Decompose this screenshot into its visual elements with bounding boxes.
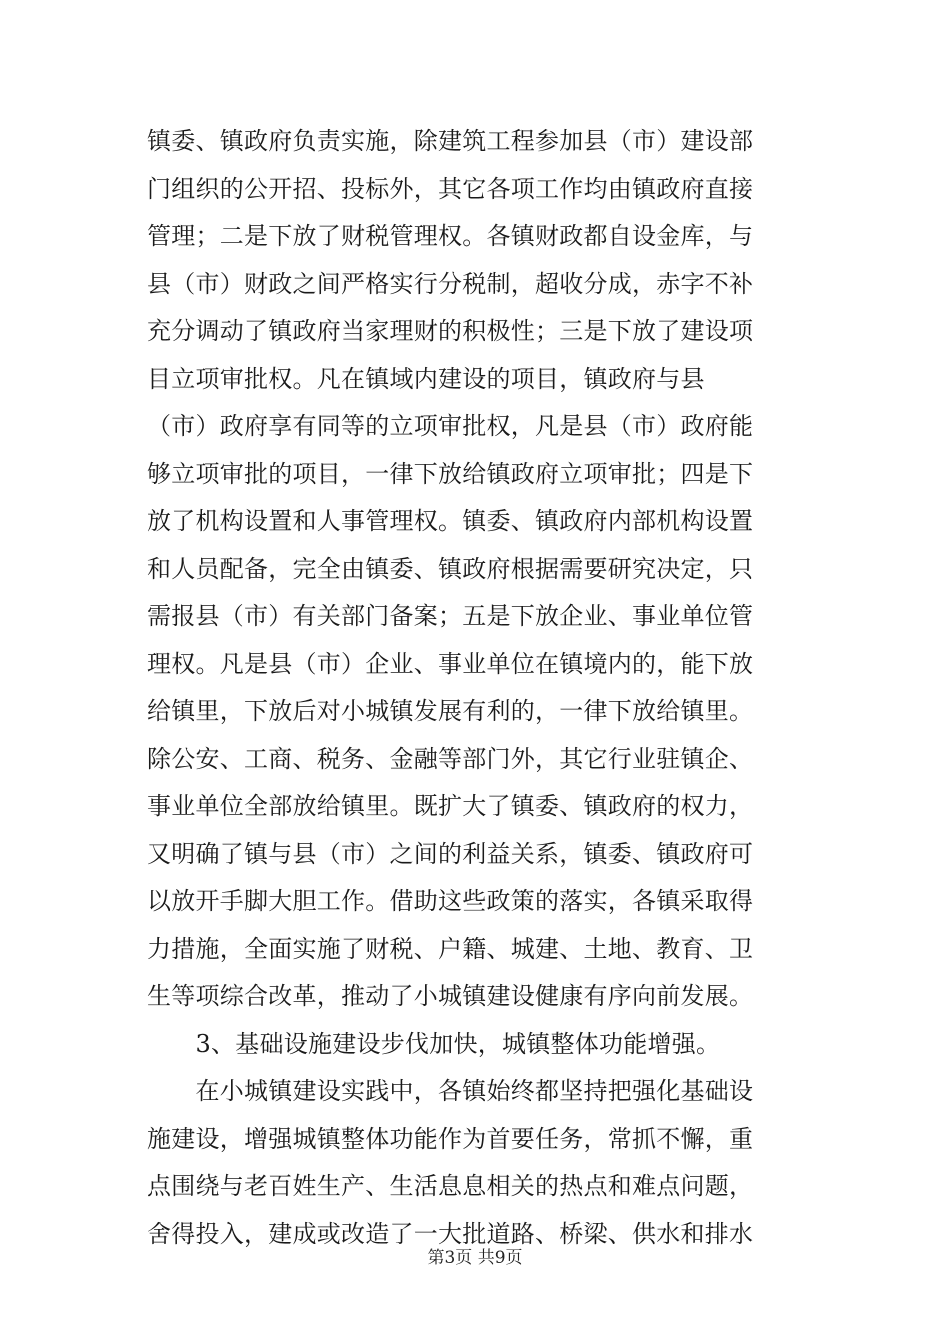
page-footer <box>0 1243 950 1268</box>
text-line: 舍得投入，建成或改造了一大批道路、桥梁、供水和排水 <box>147 1219 754 1248</box>
body-text <box>147 118 807 1258</box>
page-indicator: 第3页 共9页 <box>427 1248 523 1268</box>
text-line: 在小城镇建设实践中，各镇始终都坚持把强化基础设 <box>147 1077 754 1105</box>
text-line: 除公安、工商、税务、金融等部门外，其它行业驻镇企、 <box>147 744 754 773</box>
text-line: 力措施，全面实施了财税、户籍、城建、土地、教育、卫 <box>147 934 754 963</box>
text-line: （市）政府享有同等的立项审批权，凡是县（市）政府能 <box>147 412 754 440</box>
text-line: 给镇里，下放后对小城镇发展有利的，一律下放给镇里。 <box>147 697 754 725</box>
text-line: 放了机构设置和人事管理权。镇委、镇政府内部机构设置 <box>147 507 754 535</box>
text-line: 县（市）财政之间严格实行分税制，超收分成，赤字不补 <box>147 269 754 298</box>
text-line: 管理；二是下放了财税管理权。各镇财政都自设金库，与 <box>147 222 754 250</box>
text-line: 和人员配备，完全由镇委、镇政府根据需要研究决定，只 <box>147 554 754 583</box>
text-line: 又明确了镇与县（市）之间的利益关系，镇委、镇政府可 <box>147 839 754 868</box>
text-line: 事业单位全部放给镇里。既扩大了镇委、镇政府的权力， <box>147 792 754 820</box>
text-line: 充分调动了镇政府当家理财的积极性；三是下放了建设项 <box>147 317 754 345</box>
text-line: 施建设，增强城镇整体功能作为首要任务，常抓不懈，重 <box>147 1124 754 1153</box>
text-line: 生等项综合改革，推动了小城镇建设健康有序向前发展。 <box>147 982 754 1010</box>
text-line: 理权。凡是县（市）企业、事业单位在镇境内的，能下放 <box>147 649 754 678</box>
text-line: 够立项审批的项目，一律下放给镇政府立项审批；四是下 <box>147 459 754 488</box>
text-line: 点围绕与老百姓生产、生活息息相关的热点和难点问题， <box>147 1172 754 1200</box>
text-line: 目立项审批权。凡在镇域内建设的项目，镇政府与县 <box>147 364 705 393</box>
section-heading: 3、基础设施建设步伐加快，城镇整体功能增强。 <box>147 1029 721 1058</box>
text-line: 以放开手脚大胆工作。借助这些政策的落实，各镇采取得 <box>147 887 754 915</box>
text-line: 需报县（市）有关部门备案；五是下放企业、事业单位管 <box>147 602 754 630</box>
text-line: 门组织的公开招、投标外，其它各项工作均由镇政府直接 <box>147 174 754 203</box>
text-line: 镇委、镇政府负责实施，除建筑工程参加县（市）建设部 <box>147 127 754 155</box>
